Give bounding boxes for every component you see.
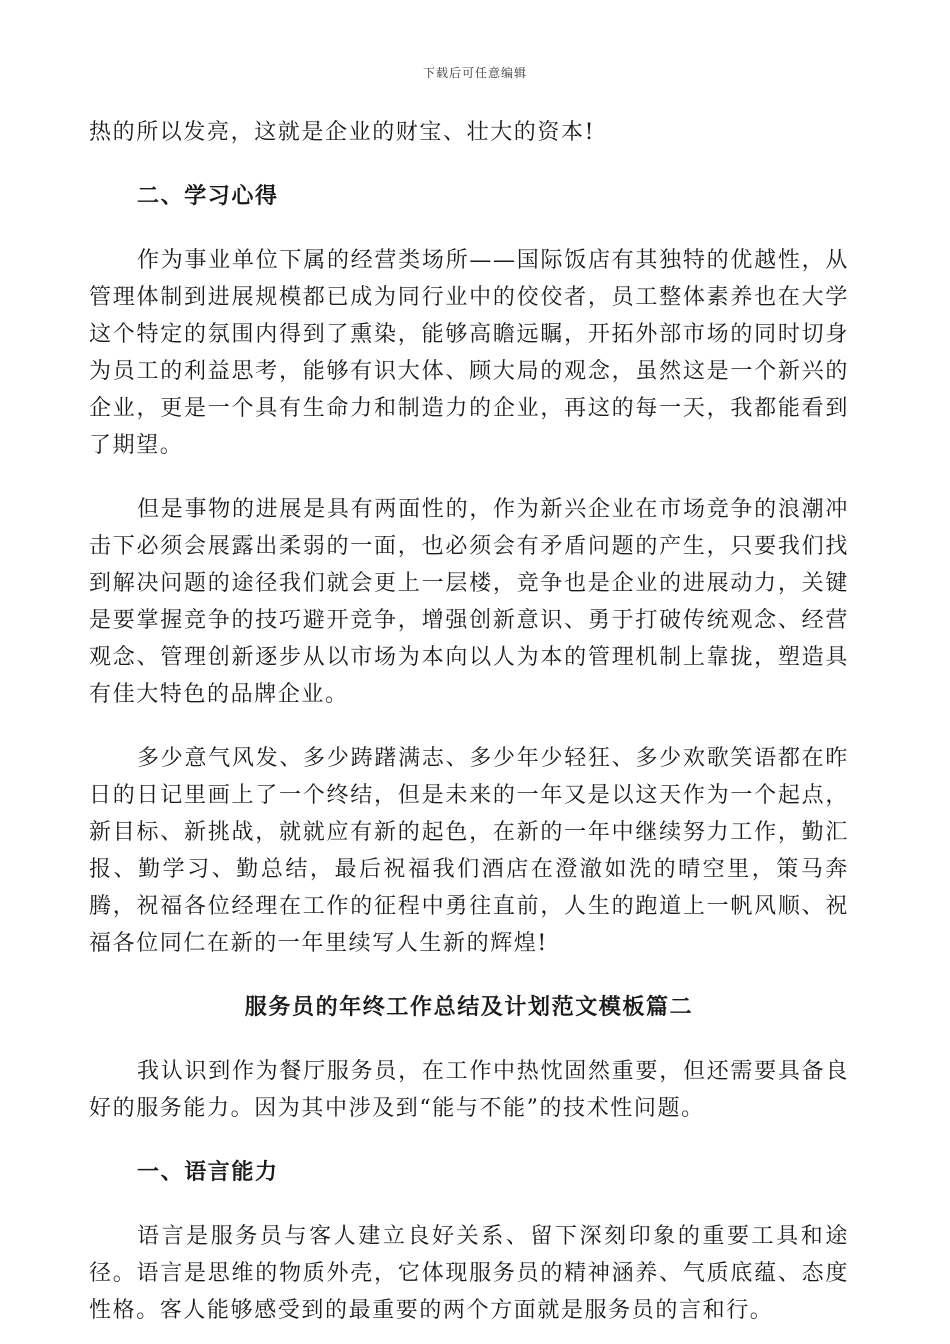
paragraph-study-3: 多少意气风发、多少踌躇满志、多少年少轻狂、多少欢歌笑语都在昨日的日记里画上了一个终结，但是未来的一年又是以这天作为一个起点，新目标、新挑战，就就应有新的起色，在新的一年中继续努力工作，勤汇报、勤学习、勤总结，最后祝福我们酒店在澄澈如洗的晴空里，策马奔腾，祝福各位经理在工作的征程中勇往直前，人生的跑道上一帆风顺、祝福各位同仁在新的一年里续写人生新的辉煌! <box>89 746 849 956</box>
article-title: 服务员的年终工作总结及计划范文模板篇二 <box>244 994 694 1020</box>
paragraph-intro: 热的所以发亮，这就是企业的财宝、壮大的资本! <box>89 120 596 145</box>
header-note: 下载后可任意编辑 <box>422 66 527 80</box>
paragraph-part2-1: 我认识到作为餐厅服务员，在工作中热忱固然重要，但还需要具备良好的服务能力。因为其中涉及到“能与不能”的技术性问题。 <box>89 1059 849 1121</box>
paragraph-study-1: 作为事业单位下属的经营类场所——国际饭店有其独特的优越性，从管理体制到进展规模都已成为同行业中的佼佼者，员工整体素养也在大学这个特定的氛围内得到了熏染，能够高瞻远瞩，开拓外部市场的同时切身为员工的利益思考，能够有识大体、顾大局的观念，虽然这是一个新兴的企业，更是一个具有生命力和制造力的企业，再这的每一天，我都能看到了期望。 <box>89 248 849 458</box>
section-heading-language: 一、语言能力 <box>137 1159 279 1185</box>
paragraph-study-2: 但是事物的进展是具有两面性的，作为新兴企业在市场竞争的浪潮冲击下必须会展露出柔弱的一面，也必须会有矛盾问题的产生，只要我们找到解决问题的途径我们就会更上一层楼，竞争也是企业的进展动力，关键是要掌握竞争的技巧避开竞争，增强创新意识、勇于打破传统观念、经营观念、管理创新逐步从以市场为本向以人为本的管理机制上靠拢，塑造具有佳大特色的品牌企业。 <box>89 497 849 707</box>
paragraph-language-1: 语言是服务员与客人建立良好关系、留下深刻印象的重要工具和途径。语言是思维的物质外壳，它体现服务员的精神涵养、气质底蕴、态度性格。客人能够感受到的最重要的两个方面就是服务员的言和行。 <box>89 1224 849 1323</box>
section-heading-study: 二、学习心得 <box>137 183 279 209</box>
document-body <box>89 114 849 1329</box>
